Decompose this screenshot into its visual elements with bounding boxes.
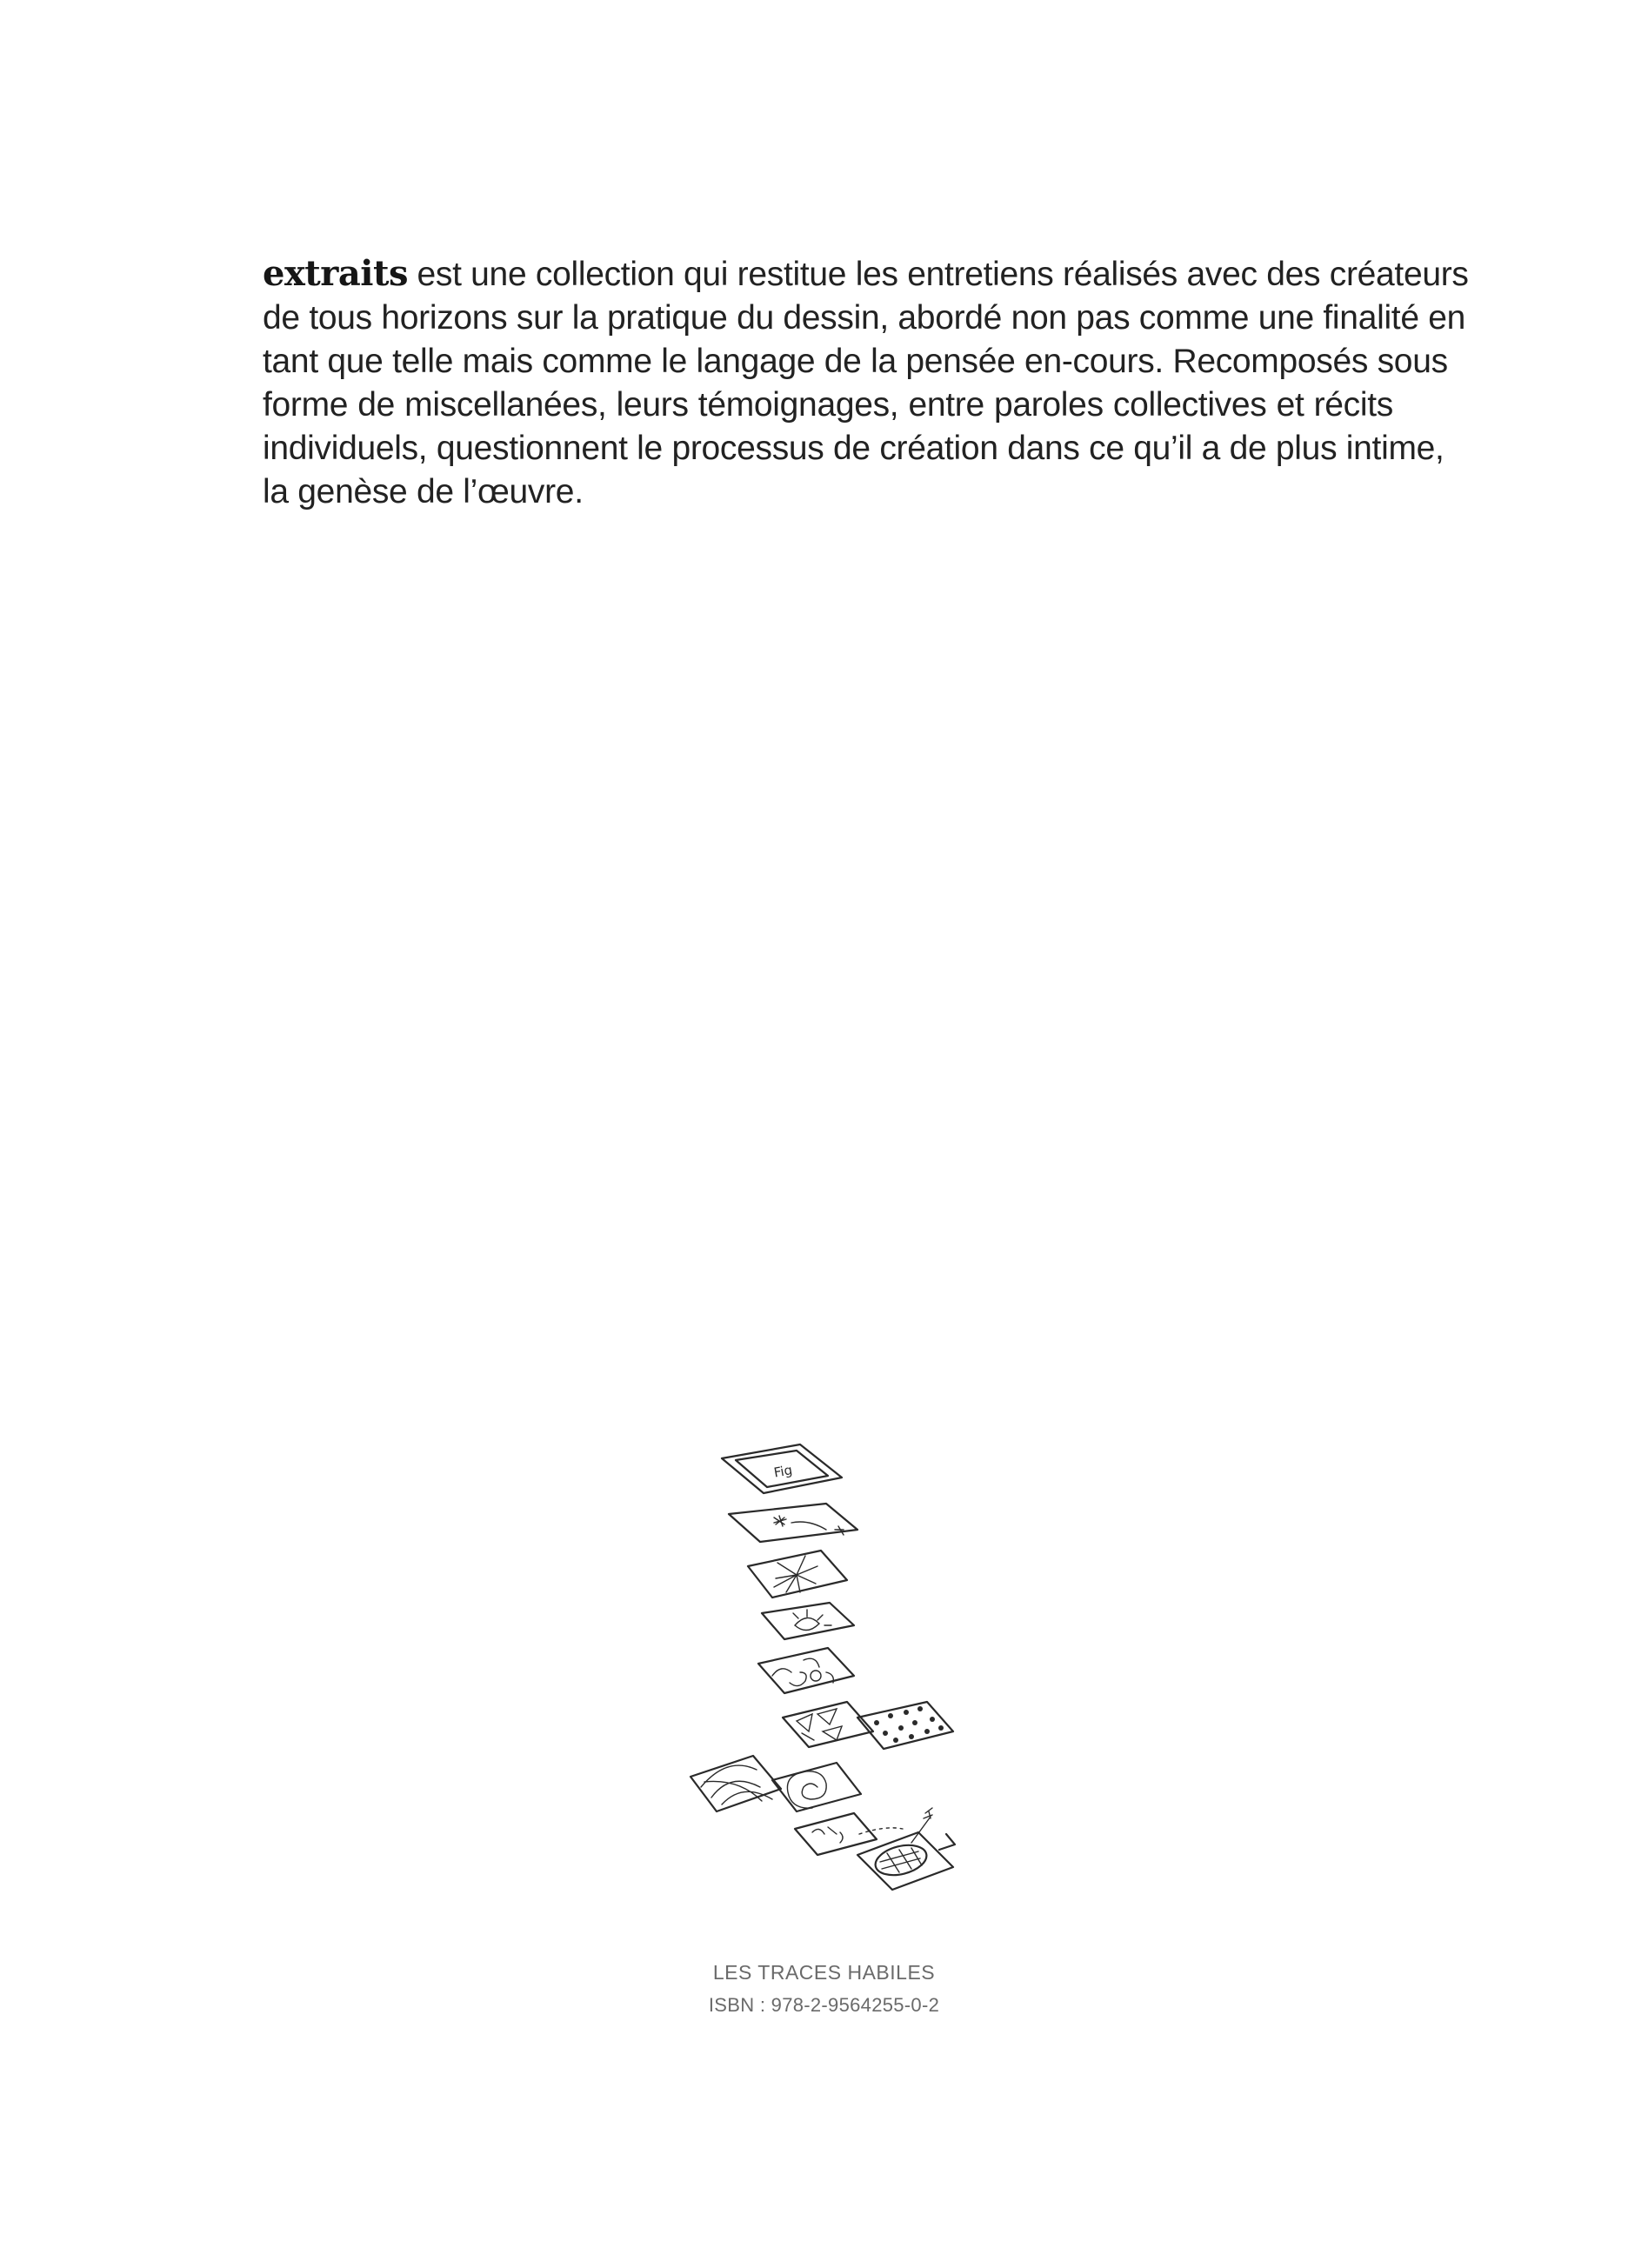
sketch-sheet-flower — [762, 1603, 854, 1639]
description-line-2: de tous horizons sur la pratique du dessin, abordé non pas comme une finalité en — [263, 299, 1466, 337]
publisher-name: LES TRACES HABILES — [712, 1961, 936, 1984]
sketch-sheet-triangles — [783, 1702, 873, 1747]
description-line-1 — [263, 252, 1469, 297]
collection-description — [263, 252, 1469, 514]
sketch-sheet-figure — [795, 1813, 877, 1855]
sketch-sheet-burst — [748, 1551, 847, 1598]
description-line-5: individuels, questionnent le processus de création dans ce qu’il a de plus intime, — [263, 430, 1445, 467]
description-line-1-text: est une collection qui restitue les entretiens réalisés avec des créateurs — [407, 256, 1469, 293]
sketch-fig-label: Fig — [772, 1462, 794, 1481]
isbn-number: ISBN : 978-2-9564255-0-2 — [708, 1994, 940, 2016]
sketch-sheet-swirls — [758, 1648, 854, 1693]
description-line-4: forme de miscellanées, leurs témoignages, entre paroles collectives et récits — [263, 386, 1393, 424]
description-line-3: tant que telle mais comme le langage de la pensée en-cours. Recomposés sous — [263, 343, 1448, 380]
sketch-sheet-star — [729, 1504, 857, 1542]
description-line-6: la genèse de l’œuvre. — [263, 473, 584, 510]
sketch-sheet-curves — [691, 1756, 781, 1811]
sketch-sheet-spiral — [772, 1763, 861, 1811]
collection-name: extraits — [263, 253, 408, 294]
sketch-sheet-ellipse — [857, 1808, 953, 1890]
sketch-sheet-dots — [857, 1702, 953, 1749]
sketch-sheet-fig — [722, 1444, 842, 1493]
stacked-sketch-sheets-illustration — [687, 1439, 983, 1926]
